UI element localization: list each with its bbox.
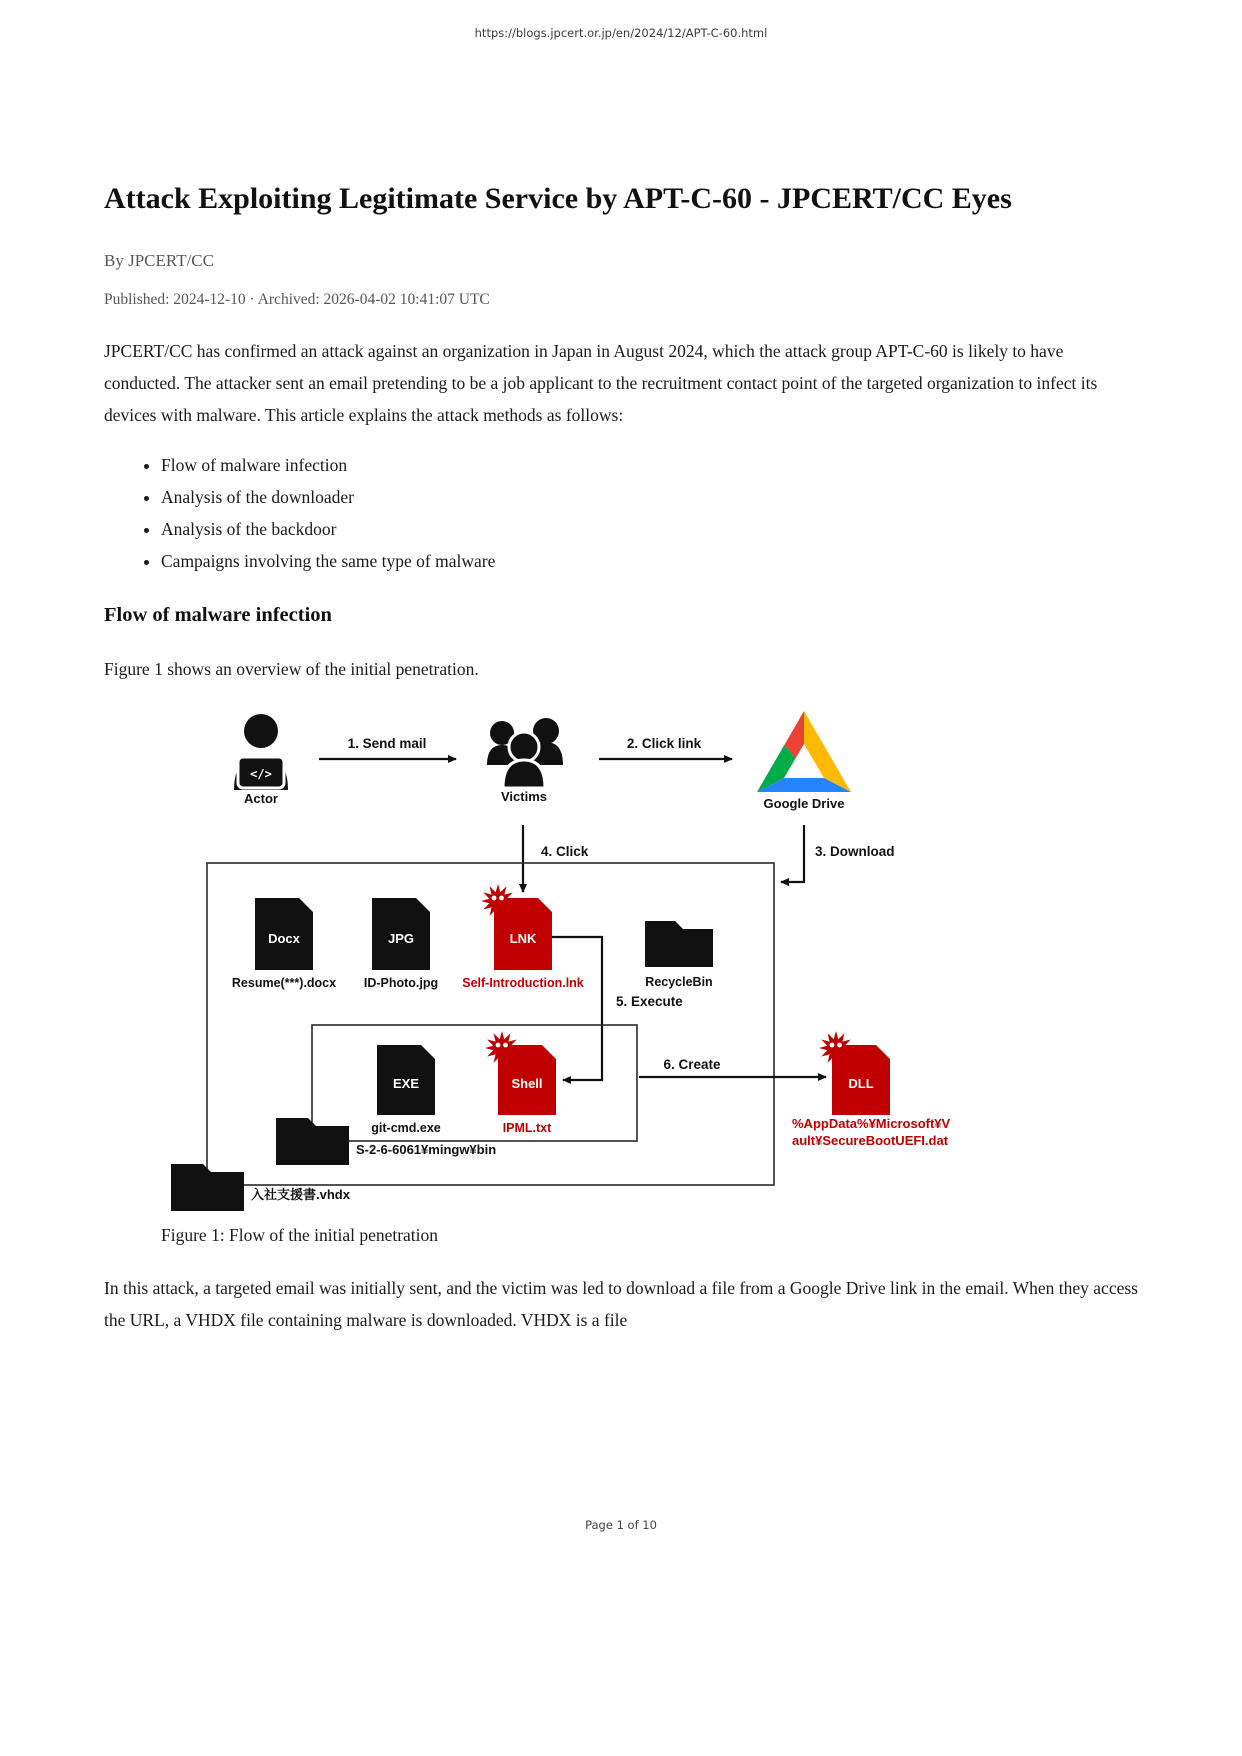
step-2-label: 2. Click link [626, 735, 702, 751]
topic-list-item: • Campaigns involving the same type of malware [161, 545, 1138, 577]
topic-list [104, 449, 1138, 577]
print-header [0, 26, 1242, 40]
step-1-label: 1. Send mail [347, 735, 427, 751]
exe-file-icon [377, 1045, 435, 1115]
section-heading: Flow of malware infection [104, 603, 332, 626]
step-4-label: 4. Click [541, 843, 589, 859]
jpg-file-label: ID-Photo.jpg [363, 975, 439, 990]
mingw-folder-icon [276, 1118, 349, 1165]
victims-label: Victims [500, 788, 548, 804]
figure-intro: Figure 1 shows an overview of the initial penetration. [104, 658, 479, 679]
jpg-file-icon [372, 898, 430, 970]
topic-list-item: • Flow of malware infection [161, 449, 1138, 481]
intro-paragraph: JPCERT/CC has confirmed an attack against an organization in Japan in August 2024, which the attack group APT-C-60 is likely to have conducted. The attacker sent an email pretending to be a job applicant to the recruitment contact point of the targeted organization to infect its devices with malware. This article explains the attack methods as follows: [104, 341, 1098, 426]
dll-malware-file-icon [819, 1031, 890, 1115]
dll-path-label-line1: %AppData%¥Microsoft¥V [792, 1115, 951, 1131]
victims-icon [487, 718, 563, 788]
dll-badge: DLL [848, 1075, 874, 1091]
step-6-label: 6. Create [663, 1056, 721, 1072]
dll-path-label-line2: ault¥SecureBootUEFI.dat [792, 1132, 949, 1148]
docx-badge: Docx [268, 930, 300, 946]
vhdx-folder-label: 入社支援書.vhdx [251, 1186, 350, 1202]
exe-file-label: git-cmd.exe [371, 1120, 441, 1135]
docx-file-label: Resume(***).docx [231, 975, 337, 990]
page-number: Page 1 of 10 [585, 1518, 657, 1532]
figure-caption: Figure 1: Flow of the initial penetration [161, 1224, 439, 1245]
recyclebin-folder-icon [645, 921, 713, 967]
exe-badge: EXE [392, 1075, 420, 1091]
execute-arrow [552, 937, 602, 1080]
docx-file-icon [255, 898, 313, 970]
mingw-folder-label: S-2-6-6061¥mingw¥bin [356, 1141, 497, 1157]
topic-list-item: • Analysis of the backdoor [161, 513, 1138, 545]
lnk-file-label: Self-Introduction.lnk [462, 975, 584, 990]
after-figure-paragraph: In this attack, a targeted email was initially sent, and the victim was led to download a file from a Google Drive link in the email. When they access the URL, a VHDX file containing malware is downloaded. VHDX is a file [104, 1277, 1138, 1330]
topic-list-item: • Analysis of the downloader [161, 481, 1138, 513]
actor-label: Actor [244, 790, 278, 806]
infection-flow-diagram [104, 695, 1138, 1219]
actor-laptop-code: </> [250, 766, 272, 781]
vhdx-folder-icon [171, 1164, 244, 1211]
lnk-malware-file-icon [481, 884, 552, 970]
page-url: https://blogs.jpcert.or.jp/en/2024/12/APT-C-60.html [474, 26, 768, 40]
jpg-badge: JPG [387, 930, 415, 946]
shell-badge: Shell [511, 1075, 543, 1091]
mingw-bin-box [312, 1025, 637, 1141]
google-drive-label: Google Drive [763, 795, 845, 811]
step-5-label: 5. Execute [616, 993, 683, 1009]
google-drive-icon [757, 711, 851, 792]
lnk-badge: LNK [509, 930, 537, 946]
download-arrow [781, 825, 804, 882]
step-3-label: 3. Download [815, 843, 895, 859]
published-meta: Published: 2024-12-10 · Archived: 2026-04-02 10:41:07 UTC [104, 291, 490, 309]
article-content [104, 0, 1138, 1336]
shell-file-label: IPML.txt [502, 1120, 552, 1135]
recyclebin-label: RecycleBin [645, 974, 713, 989]
byline: By JPCERT/CC [104, 251, 214, 271]
shell-malware-file-icon [485, 1031, 556, 1115]
article-title: Attack Exploiting Legitimate Service by APT-C-60 - JPCERT/CC Eyes [104, 182, 1012, 215]
print-footer [0, 1518, 1242, 1532]
actor-icon [234, 714, 288, 790]
figure-1 [104, 695, 1138, 1246]
